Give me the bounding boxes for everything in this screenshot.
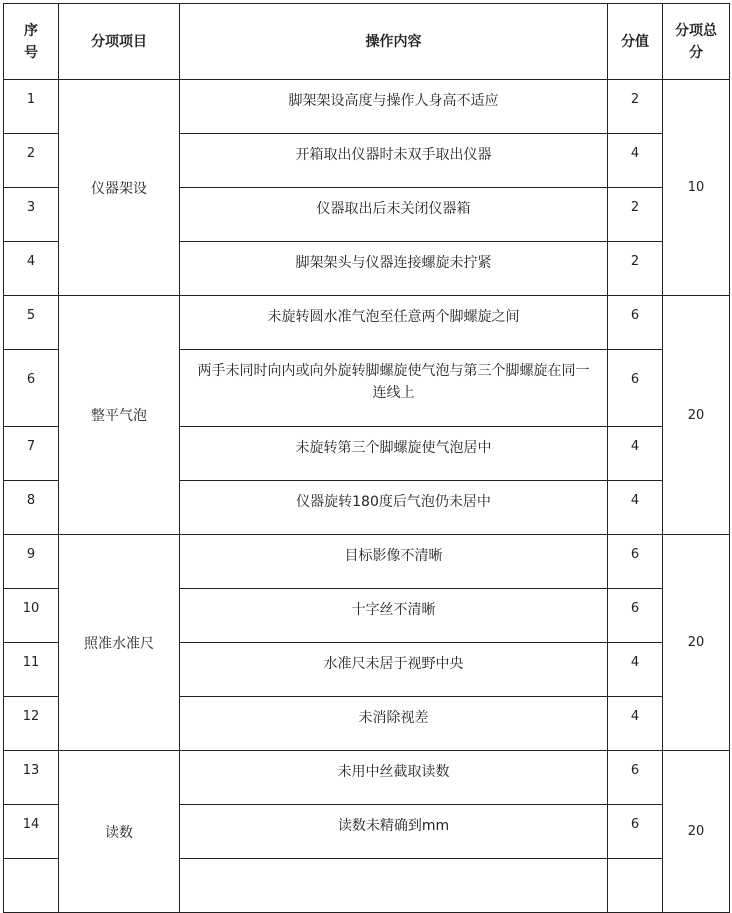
row-content: 未用中丝截取读数 <box>180 751 608 805</box>
row-number: 5 <box>4 296 59 350</box>
group-total: 20 <box>663 535 730 751</box>
row-number: 10 <box>4 589 59 643</box>
row-score: 6 <box>608 535 663 589</box>
row-content: 水准尺未居于视野中央 <box>180 643 608 697</box>
header-score: 分值 <box>608 4 663 80</box>
row-number: 13 <box>4 751 59 805</box>
row-content: 仪器取出后未关闭仪器箱 <box>180 188 608 242</box>
row-score: 4 <box>608 481 663 535</box>
row-score: 4 <box>608 643 663 697</box>
row-score: 4 <box>608 134 663 188</box>
row-score: 4 <box>608 697 663 751</box>
table-row <box>4 80 730 134</box>
row-score: 2 <box>608 80 663 134</box>
row-number: 7 <box>4 427 59 481</box>
group-total: 20 <box>663 296 730 535</box>
row-number <box>4 859 59 913</box>
row-number: 8 <box>4 481 59 535</box>
row-number: 14 <box>4 805 59 859</box>
header-total: 分项总分 <box>663 4 730 80</box>
row-score <box>608 859 663 913</box>
row-content: 读数未精确到mm <box>180 805 608 859</box>
group-name: 仪器架设 <box>59 80 180 296</box>
row-content: 未旋转圆水准气泡至任意两个脚螺旋之间 <box>180 296 608 350</box>
row-content: 脚架架设高度与操作人身高不适应 <box>180 80 608 134</box>
row-number: 3 <box>4 188 59 242</box>
table-row <box>4 751 730 805</box>
header-row <box>4 4 730 80</box>
header-content: 操作内容 <box>180 4 608 80</box>
group-name: 整平气泡 <box>59 296 180 535</box>
header-index: 序号 <box>4 4 59 80</box>
row-number: 12 <box>4 697 59 751</box>
row-number: 1 <box>4 80 59 134</box>
table-row <box>4 296 730 350</box>
row-content: 两手未同时向内或向外旋转脚螺旋使气泡与第三个脚螺旋在同一连线上 <box>180 350 608 427</box>
row-content: 开箱取出仪器时未双手取出仪器 <box>180 134 608 188</box>
row-content: 仪器旋转180度后气泡仍未居中 <box>180 481 608 535</box>
group-name: 读数 <box>59 751 180 913</box>
row-number: 9 <box>4 535 59 589</box>
row-content: 未旋转第三个脚螺旋使气泡居中 <box>180 427 608 481</box>
row-score: 4 <box>608 427 663 481</box>
row-content: 十字丝不清晰 <box>180 589 608 643</box>
row-content: 脚架架头与仪器连接螺旋未拧紧 <box>180 242 608 296</box>
group-total: 10 <box>663 80 730 296</box>
row-score: 6 <box>608 805 663 859</box>
row-number: 11 <box>4 643 59 697</box>
scoring-table <box>3 3 730 913</box>
group-total: 20 <box>663 751 730 913</box>
row-content <box>180 859 608 913</box>
row-score: 6 <box>608 751 663 805</box>
row-number: 4 <box>4 242 59 296</box>
row-score: 6 <box>608 589 663 643</box>
row-content: 未消除视差 <box>180 697 608 751</box>
row-number: 2 <box>4 134 59 188</box>
row-score: 2 <box>608 188 663 242</box>
row-number: 6 <box>4 350 59 427</box>
row-score: 2 <box>608 242 663 296</box>
row-score: 6 <box>608 296 663 350</box>
header-category: 分项项目 <box>59 4 180 80</box>
row-score: 6 <box>608 350 663 427</box>
group-name: 照准水准尺 <box>59 535 180 751</box>
row-content: 目标影像不清晰 <box>180 535 608 589</box>
table-row <box>4 535 730 589</box>
